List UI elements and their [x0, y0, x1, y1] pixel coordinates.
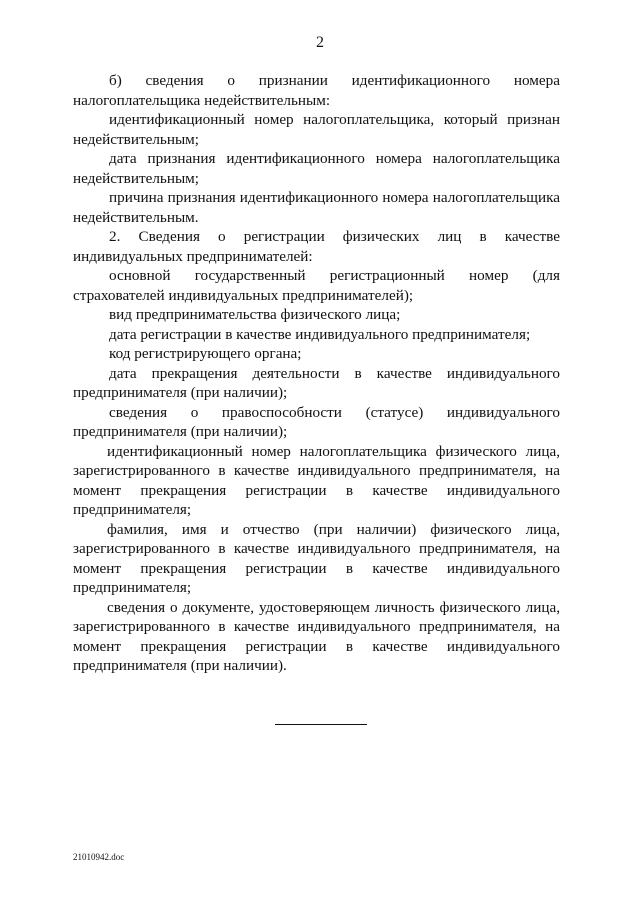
paragraph-identity-document: сведения о документе, удостоверяющем личность физического лица, зарегистрированного в качестве индивидуального предпринимателя, на момент прекращения регистрации в качестве индивидуального предпринимателя (при наличии).: [73, 598, 560, 674]
end-divider-line: [275, 724, 367, 725]
paragraph-authority-code: код регистрирующего органа;: [109, 345, 302, 362]
paragraph-b-invalid-inn: б) сведения о признании идентификационного номера налогоплательщика недействительным:: [73, 72, 560, 109]
paragraph-ogrn: основной государственный регистрационный номер (для страхователей индивидуальных предпринимателей);: [73, 267, 560, 304]
paragraph-section-2-heading: 2. Сведения о регистрации физических лиц в качестве индивидуальных предпринимателей:: [73, 228, 560, 265]
paragraph-invalid-inn-number: идентификационный номер налогоплательщика, который признан недействительным;: [73, 111, 560, 148]
paragraph-termination-date: дата прекращения деятельности в качестве индивидуального предпринимателя (при наличии);: [73, 364, 560, 401]
page-number: 2: [316, 34, 324, 51]
paragraph-registration-date: дата регистрации в качестве индивидуального предпринимателя;: [109, 325, 531, 343]
paragraph-legal-capacity: сведения о правоспособности (статусе) индивидуального предпринимателя (при наличии);: [73, 403, 560, 440]
footer-file-name: 21010942.doc: [73, 852, 125, 862]
paragraph-invalid-inn-date: дата признания идентификационного номера налогоплательщика недействительным;: [73, 150, 560, 187]
paragraph-full-name-at-termination: фамилия, имя и отчество (при наличии) физического лица, зарегистрированного в качестве индивидуального предпринимателя, на момент прекращения регистрации в качестве индивидуального предпринимателя;: [73, 520, 560, 596]
paragraph-inn-at-termination: идентификационный номер налогоплательщика физического лица, зарегистрированного в качестве индивидуального предпринимателя, на момент прекращения регистрации в качестве индивидуального предпринимателя;: [73, 442, 560, 518]
document-body: [73, 71, 560, 676]
paragraph-invalid-inn-reason: причина признания идентификационного номера налогоплательщика недействительным.: [73, 189, 560, 226]
paragraph-business-type: вид предпринимательства физического лица;: [109, 306, 401, 323]
